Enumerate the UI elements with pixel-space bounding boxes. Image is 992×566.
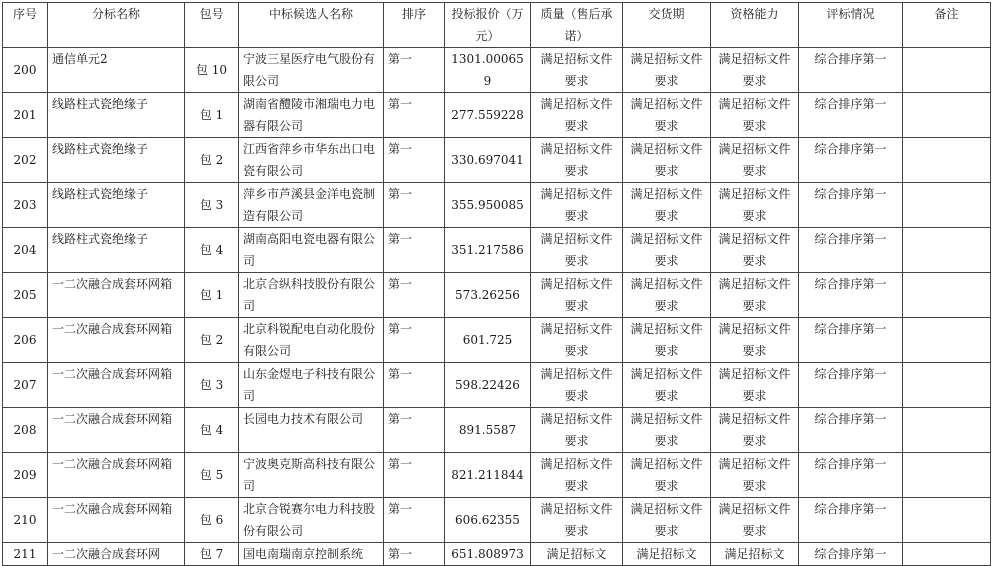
candidate-name-cell: 北京合锐赛尔电力科技股份有限公司: [239, 498, 384, 543]
bid-price-cell: 606.62355: [445, 498, 531, 543]
delivery-cell: 满足招标文件要求: [623, 498, 711, 543]
row-number-cell: 211: [3, 543, 48, 566]
remarks-cell: [903, 453, 991, 498]
rank-cell: 第一: [384, 138, 445, 183]
candidate-name-cell: 萍乡市芦溪县金洋电瓷制造有限公司: [239, 183, 384, 228]
header-cell: 中标候选人名称: [239, 3, 384, 48]
quality-cell: 满足招标文件要求: [531, 498, 623, 543]
candidate-name-cell: 北京合纵科技股份有限公司: [239, 273, 384, 318]
row-number-cell: 208: [3, 408, 48, 453]
delivery-cell: 满足招标文件要求: [623, 318, 711, 363]
row-number-cell: 201: [3, 93, 48, 138]
remarks-cell: [903, 318, 991, 363]
header-cell: 交货期: [623, 3, 711, 48]
table-row: [3, 363, 991, 408]
package-cell: 包 5: [185, 453, 239, 498]
table-row: [3, 318, 991, 363]
package-cell: 包 1: [185, 273, 239, 318]
candidate-name-cell: 湖南高阳电瓷电器有限公司: [239, 228, 384, 273]
qualification-cell: 满足招标文件要求: [711, 498, 799, 543]
quality-cell: 满足招标文件要求: [531, 408, 623, 453]
lot-name-cell: 一二次融合成套环网箱: [48, 318, 185, 363]
candidate-name-cell: 宁波三星医疗电气股份有限公司: [239, 48, 384, 93]
bid-price-cell: 573.26256: [445, 273, 531, 318]
candidate-name-cell: 国电南瑞南京控制系统: [239, 543, 384, 566]
rank-cell: 第一: [384, 498, 445, 543]
bid-price-cell: 355.950085: [445, 183, 531, 228]
qualification-cell: 满足招标文件要求: [711, 48, 799, 93]
remarks-cell: [903, 363, 991, 408]
quality-cell: 满足招标文件要求: [531, 363, 623, 408]
rank-cell: 第一: [384, 273, 445, 318]
evaluation-cell: 综合排序第一: [799, 408, 903, 453]
evaluation-cell: 综合排序第一: [799, 228, 903, 273]
candidate-name-cell: 江西省萍乡市华东出口电瓷有限公司: [239, 138, 384, 183]
qualification-cell: 满足招标文: [711, 543, 799, 566]
rank-cell: 第一: [384, 93, 445, 138]
bid-price-cell: 821.211844: [445, 453, 531, 498]
delivery-cell: 满足招标文件要求: [623, 408, 711, 453]
rank-cell: 第一: [384, 48, 445, 93]
rank-cell: 第一: [384, 408, 445, 453]
delivery-cell: 满足招标文件要求: [623, 363, 711, 408]
remarks-cell: [903, 273, 991, 318]
lot-name-cell: 一二次融合成套环网箱: [48, 363, 185, 408]
bid-price-cell: 330.697041: [445, 138, 531, 183]
package-cell: 包 1: [185, 93, 239, 138]
rank-cell: 第一: [384, 453, 445, 498]
delivery-cell: 满足招标文件要求: [623, 228, 711, 273]
rank-cell: 第一: [384, 363, 445, 408]
bid-price-cell: 601.725: [445, 318, 531, 363]
header-cell: 备注: [903, 3, 991, 48]
package-cell: 包 2: [185, 138, 239, 183]
lot-name-cell: 线路柱式瓷绝缘子: [48, 183, 185, 228]
qualification-cell: 满足招标文件要求: [711, 183, 799, 228]
row-number-cell: 205: [3, 273, 48, 318]
package-cell: 包 6: [185, 498, 239, 543]
candidate-name-cell: 长园电力技术有限公司: [239, 408, 384, 453]
candidate-name-cell: 北京科锐配电自动化股份有限公司: [239, 318, 384, 363]
delivery-cell: 满足招标文件要求: [623, 93, 711, 138]
header-cell: 质量（售后承诺）: [531, 3, 623, 48]
table-row: [3, 138, 991, 183]
row-number-cell: 200: [3, 48, 48, 93]
bid-results-table: [2, 2, 991, 566]
lot-name-cell: 一二次融合成套环网箱: [48, 498, 185, 543]
qualification-cell: 满足招标文件要求: [711, 138, 799, 183]
qualification-cell: 满足招标文件要求: [711, 408, 799, 453]
evaluation-cell: 综合排序第一: [799, 138, 903, 183]
quality-cell: 满足招标文件要求: [531, 48, 623, 93]
quality-cell: 满足招标文件要求: [531, 273, 623, 318]
bid-price-cell: 891.5587: [445, 408, 531, 453]
qualification-cell: 满足招标文件要求: [711, 453, 799, 498]
qualification-cell: 满足招标文件要求: [711, 363, 799, 408]
bid-price-cell: 598.22426: [445, 363, 531, 408]
row-number-cell: 204: [3, 228, 48, 273]
bid-price-cell: 351.217586: [445, 228, 531, 273]
delivery-cell: 满足招标文: [623, 543, 711, 566]
delivery-cell: 满足招标文件要求: [623, 273, 711, 318]
remarks-cell: [903, 183, 991, 228]
quality-cell: 满足招标文件要求: [531, 228, 623, 273]
evaluation-cell: 综合排序第一: [799, 183, 903, 228]
package-cell: 包 2: [185, 318, 239, 363]
delivery-cell: 满足招标文件要求: [623, 453, 711, 498]
package-cell: 包 4: [185, 228, 239, 273]
lot-name-cell: 线路柱式瓷绝缘子: [48, 93, 185, 138]
header-cell: 评标情况: [799, 3, 903, 48]
lot-name-cell: 一二次融合成套环网箱: [48, 408, 185, 453]
lot-name-cell: 一二次融合成套环网箱: [48, 453, 185, 498]
quality-cell: 满足招标文件要求: [531, 93, 623, 138]
quality-cell: 满足招标文件要求: [531, 453, 623, 498]
table-row: [3, 453, 991, 498]
header-cell: 资格能力: [711, 3, 799, 48]
quality-cell: 满足招标文件要求: [531, 183, 623, 228]
row-number-cell: 210: [3, 498, 48, 543]
table-row: [3, 273, 991, 318]
rank-cell: 第一: [384, 228, 445, 273]
rank-cell: 第一: [384, 318, 445, 363]
header-cell: 投标报价（万元）: [445, 3, 531, 48]
row-number-cell: 206: [3, 318, 48, 363]
bid-price-cell: 277.559228: [445, 93, 531, 138]
package-cell: 包 3: [185, 183, 239, 228]
candidate-name-cell: 山东金煜电子科技有限公司: [239, 363, 384, 408]
row-number-cell: 207: [3, 363, 48, 408]
evaluation-cell: 综合排序第一: [799, 453, 903, 498]
qualification-cell: 满足招标文件要求: [711, 228, 799, 273]
rank-cell: 第一: [384, 543, 445, 566]
lot-name-cell: 线路柱式瓷绝缘子: [48, 138, 185, 183]
table-row: [3, 183, 991, 228]
lot-name-cell: 通信单元2: [48, 48, 185, 93]
remarks-cell: [903, 228, 991, 273]
row-number-cell: 209: [3, 453, 48, 498]
row-number-cell: 203: [3, 183, 48, 228]
table-row: [3, 408, 991, 453]
table-row: [3, 93, 991, 138]
quality-cell: 满足招标文: [531, 543, 623, 566]
package-cell: 包 7: [185, 543, 239, 566]
table-row: [3, 228, 991, 273]
header-cell: 包号: [185, 3, 239, 48]
evaluation-cell: 综合排序第一: [799, 498, 903, 543]
table-row: [3, 48, 991, 93]
evaluation-cell: 综合排序第一: [799, 93, 903, 138]
quality-cell: 满足招标文件要求: [531, 138, 623, 183]
evaluation-cell: 综合排序第一: [799, 273, 903, 318]
evaluation-cell: 综合排序第一: [799, 363, 903, 408]
candidate-name-cell: 湖南省醴陵市湘瑞电力电器有限公司: [239, 93, 384, 138]
evaluation-cell: 综合排序第一: [799, 318, 903, 363]
candidate-name-cell: 宁波奥克斯高科技有限公司: [239, 453, 384, 498]
package-cell: 包 3: [185, 363, 239, 408]
qualification-cell: 满足招标文件要求: [711, 318, 799, 363]
row-number-cell: 202: [3, 138, 48, 183]
delivery-cell: 满足招标文件要求: [623, 183, 711, 228]
package-cell: 包 4: [185, 408, 239, 453]
qualification-cell: 满足招标文件要求: [711, 93, 799, 138]
quality-cell: 满足招标文件要求: [531, 318, 623, 363]
evaluation-cell: 综合排序第一: [799, 48, 903, 93]
lot-name-cell: 线路柱式瓷绝缘子: [48, 228, 185, 273]
package-cell: 包 10: [185, 48, 239, 93]
table-row: [3, 543, 991, 566]
evaluation-cell: 综合排序第一: [799, 543, 903, 566]
remarks-cell: [903, 408, 991, 453]
qualification-cell: 满足招标文件要求: [711, 273, 799, 318]
header-row: [3, 3, 991, 48]
bid-price-cell: 651.808973: [445, 543, 531, 566]
delivery-cell: 满足招标文件要求: [623, 138, 711, 183]
lot-name-cell: 一二次融合成套环网箱: [48, 273, 185, 318]
bid-price-cell: 1301.000659: [445, 48, 531, 93]
remarks-cell: [903, 48, 991, 93]
header-cell: 序号: [3, 3, 48, 48]
remarks-cell: [903, 138, 991, 183]
header-cell: 排序: [384, 3, 445, 48]
rank-cell: 第一: [384, 183, 445, 228]
delivery-cell: 满足招标文件要求: [623, 48, 711, 93]
header-cell: 分标名称: [48, 3, 185, 48]
remarks-cell: [903, 498, 991, 543]
lot-name-cell: 一二次融合成套环网: [48, 543, 185, 566]
remarks-cell: [903, 93, 991, 138]
table-row: [3, 498, 991, 543]
remarks-cell: [903, 543, 991, 566]
